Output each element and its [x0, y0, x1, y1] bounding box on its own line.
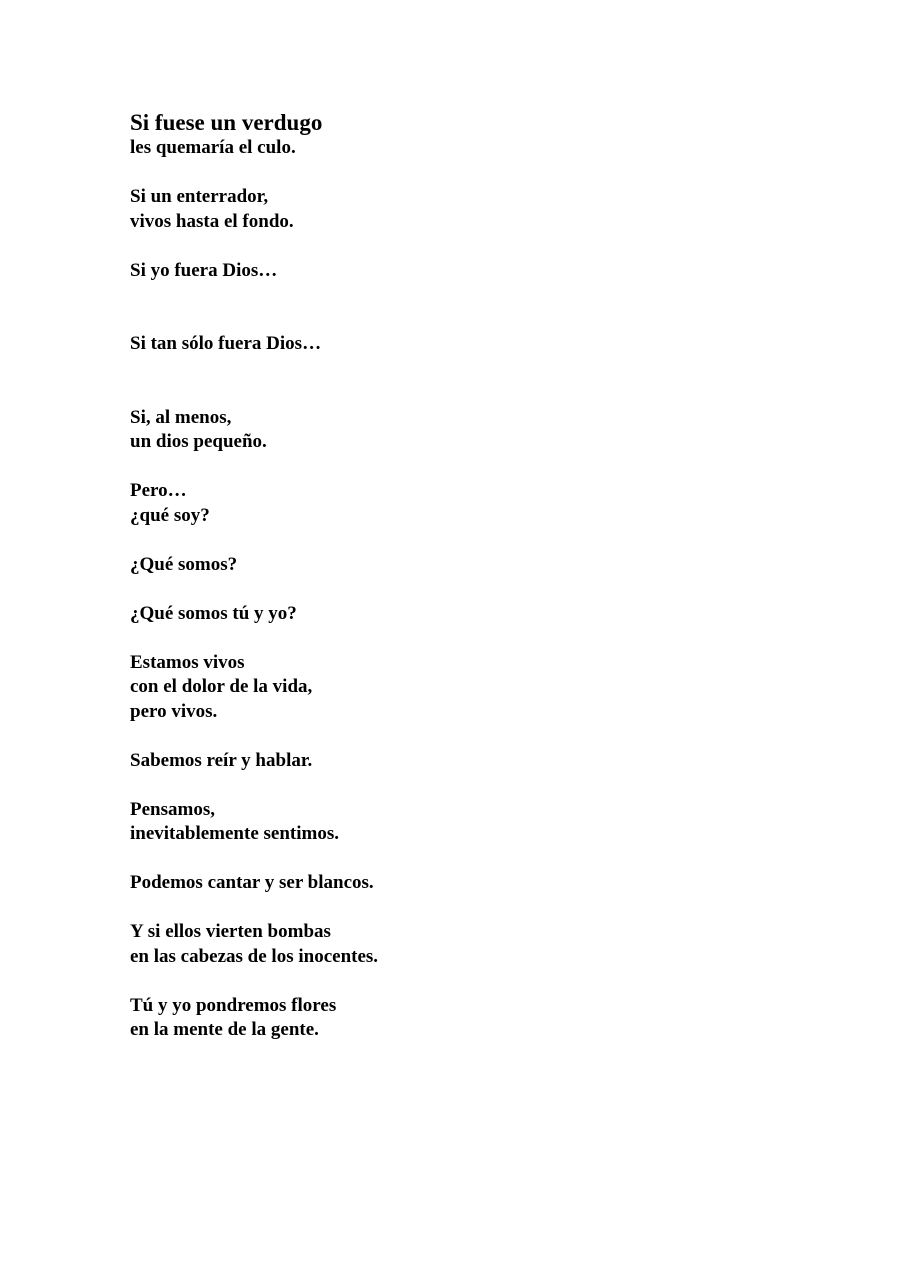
stanza-break: [130, 773, 830, 798]
poem-line: Si, al menos,: [130, 406, 232, 428]
stanza-break: [130, 969, 830, 994]
poem-line: en la mente de la gente.: [130, 1019, 319, 1040]
poem-line: Si yo fuera Dios…: [130, 259, 278, 281]
poem-line: Tú y yo pondremos flores: [130, 994, 337, 1016]
poem-line: inevitablemente sentimos.: [130, 823, 339, 844]
stanza-break: [130, 724, 830, 749]
poem-line: pero vivos.: [130, 700, 218, 722]
poem-line: les quemaría el culo.: [130, 137, 296, 158]
poem-line: Si tan sólo fuera Dios…: [130, 333, 322, 354]
poem-line: ¿Qué somos?: [130, 553, 238, 575]
poem-line: Pensamos,: [130, 798, 215, 820]
poem-line: un dios pequeño.: [130, 431, 267, 452]
poem-line: en las cabezas de los inocentes.: [130, 945, 379, 967]
stanza-break: [130, 357, 830, 406]
poem-line: Podemos cantar y ser blancos.: [130, 872, 374, 893]
stanza-break: [130, 455, 830, 480]
stanza-break: [130, 283, 830, 332]
poem-line: Pero…: [130, 480, 187, 501]
stanza-break: [130, 234, 830, 259]
stanza-break: [130, 577, 830, 602]
poem-title: Si fuese un verdugo: [130, 110, 323, 135]
poem-line: ¿qué soy?: [130, 504, 210, 526]
stanza-break: [130, 161, 830, 186]
poem-body: [130, 109, 830, 1043]
poem-line: Estamos vivos: [130, 651, 245, 673]
poem-line: Y si ellos vierten bombas: [130, 921, 331, 942]
poem-line: con el dolor de la vida,: [130, 676, 313, 697]
stanza-break: [130, 847, 830, 872]
poem-line: ¿Qué somos tú y yo?: [130, 602, 297, 624]
poem-line: Si un enterrador,: [130, 186, 269, 207]
poem-line: Sabemos reír y hablar.: [130, 749, 313, 771]
stanza-break: [130, 528, 830, 553]
poem-line: vivos hasta el fondo.: [130, 210, 294, 232]
stanza-break: [130, 896, 830, 921]
stanza-break: [130, 626, 830, 651]
